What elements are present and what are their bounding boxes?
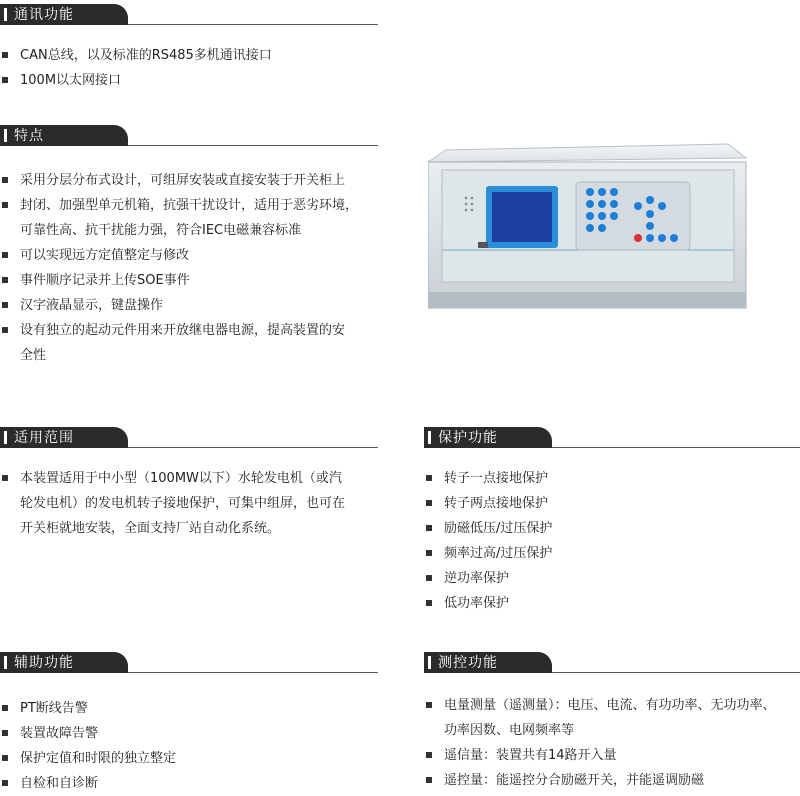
- bullet-icon: [426, 500, 432, 506]
- list-item: 保护定值和时限的独立整定: [0, 746, 400, 771]
- bullet-icon: [426, 575, 432, 581]
- bullet-icon: [426, 702, 432, 708]
- list-item: 采用分层分布式设计，可组屏安装或直接安装于开关柜上: [0, 168, 400, 193]
- bullet-icon: [426, 475, 432, 481]
- section-rule: [128, 145, 378, 146]
- list-item: 轮发电机）的发电机转子接地保护，可集中组屏，也可在: [20, 496, 346, 511]
- section-title-measure: 测控功能: [438, 655, 498, 671]
- list-item: 开关柜就地安装，全面支持厂站自动化系统。: [20, 521, 281, 536]
- section-header-measure: [424, 652, 800, 674]
- bullet-icon: [2, 730, 8, 736]
- section-rule: [128, 447, 378, 448]
- section-title-comm: 通讯功能: [14, 7, 74, 23]
- list-item: 自检和自诊断: [0, 771, 400, 796]
- list-item: 功率因数、电网频率等: [444, 723, 575, 738]
- scope-list: [0, 466, 400, 541]
- list-item: 本装置适用于中小型（100MW以下）水轮发电机（或汽: [0, 466, 400, 491]
- list-item: 励磁低压/过压保护: [424, 516, 794, 541]
- bullet-icon: [2, 277, 8, 283]
- list-item: 汉字液晶显示，键盘操作: [0, 293, 400, 318]
- section-title-auxiliary: 辅助功能: [14, 655, 74, 671]
- bullet-icon: [2, 475, 8, 481]
- bullet-icon: [426, 777, 432, 783]
- bullet-icon: [2, 177, 8, 183]
- features-list: [0, 168, 400, 368]
- list-item: 设有独立的起动元件用来开放继电器电源，提高装置的安: [0, 318, 400, 343]
- section-header-scope: [0, 427, 400, 449]
- section-rule: [552, 447, 800, 448]
- list-item: 转子一点接地保护: [424, 466, 794, 491]
- bullet-icon: [426, 550, 432, 556]
- section-title-protection: 保护功能: [438, 430, 498, 446]
- bullet-icon: [2, 327, 8, 333]
- section-header-comm: [0, 4, 800, 26]
- relay-device-image: [428, 140, 748, 310]
- section-title-scope: 适用范围: [14, 430, 74, 446]
- list-item: 封闭、加强型单元机箱，抗强干扰设计，适用于恶劣环境，: [0, 193, 400, 218]
- bullet-icon: [2, 302, 8, 308]
- list-item: 全性: [20, 348, 47, 363]
- bullet-icon: [426, 752, 432, 758]
- list-item: 低功率保护: [424, 591, 794, 616]
- section-header-protection: [424, 427, 800, 449]
- list-item: 遥信量：装置共有14路开入量: [424, 743, 800, 768]
- list-item: 可靠性高、抗干扰能力强，符合IEC电磁兼容标准: [20, 223, 302, 238]
- comm-list: [0, 43, 420, 93]
- bullet-icon: [2, 705, 8, 711]
- list-item: 电量测量（遥测量）：电压、电流、有功功率、无功功率、: [424, 693, 800, 718]
- bullet-icon: [426, 525, 432, 531]
- list-item: PT断线告警: [0, 696, 400, 721]
- bullet-icon: [2, 52, 8, 58]
- list-item: 可以实现远方定值整定与修改: [0, 243, 400, 268]
- list-item: 装置故障告警: [0, 721, 400, 746]
- list-item: 100M以太网接口: [0, 68, 420, 93]
- section-rule: [552, 672, 800, 673]
- section-rule: [128, 24, 378, 25]
- bullet-icon: [2, 202, 8, 208]
- list-item: CAN总线，以及标准的RS485多机通讯接口: [0, 43, 420, 68]
- bullet-icon: [2, 77, 8, 83]
- protection-list: [424, 466, 794, 616]
- list-item: 转子两点接地保护: [424, 491, 794, 516]
- section-header-auxiliary: [0, 652, 400, 674]
- bullet-icon: [2, 780, 8, 786]
- list-item: 频率过高/过压保护: [424, 541, 794, 566]
- bullet-icon: [2, 252, 8, 258]
- section-rule: [128, 672, 378, 673]
- measure-list: [424, 693, 800, 793]
- list-item: 事件顺序记录并上传SOE事件: [0, 268, 400, 293]
- bullet-icon: [2, 755, 8, 761]
- section-title-features: 特点: [14, 128, 44, 144]
- list-item: 遥控量：能遥控分合励磁开关，并能遥调励磁: [424, 768, 800, 793]
- auxiliary-list: [0, 696, 400, 796]
- list-item: 逆功率保护: [424, 566, 794, 591]
- bullet-icon: [426, 600, 432, 606]
